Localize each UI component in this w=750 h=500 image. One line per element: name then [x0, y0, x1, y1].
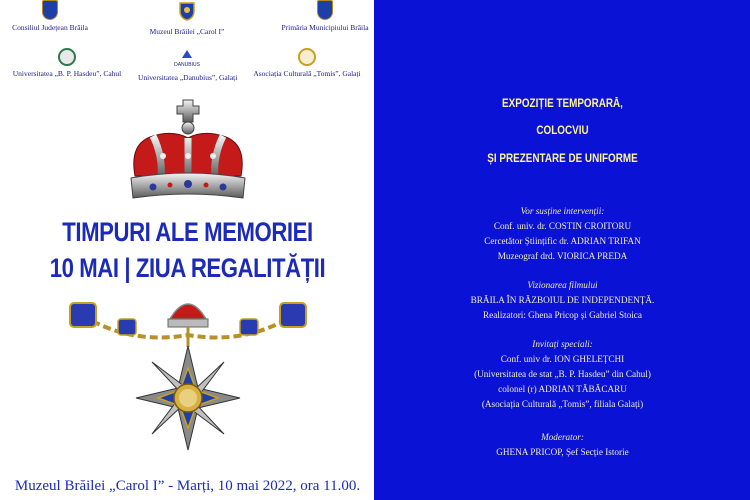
guest-affiliation: (Asociația Culturală „Tomis”, filiala Galați) — [481, 399, 644, 409]
film-label: Vizionarea filmului — [527, 280, 598, 290]
partner-label: Universitatea „Danubius”, Galați — [138, 73, 238, 82]
guests-label: Invitați speciali: — [532, 339, 593, 349]
speaker-item: Muzeograf drd. VIORICA PREDA — [497, 251, 628, 261]
partner-museum — [142, 0, 232, 36]
partner-city-hall — [280, 0, 370, 32]
speaker-item: Cercetător Științific dr. ADRIAN TRIFAN — [484, 236, 641, 246]
partner-county-council — [10, 0, 90, 32]
partner-hasdeu-university — [8, 48, 126, 78]
partner-label: Consiliul Județean Brăila — [12, 23, 88, 32]
svg-text:DANUBIUS: DANUBIUS — [174, 62, 200, 68]
film-directors: Realizatori: Ghena Pricop și Gabriel Stoica — [483, 310, 642, 320]
speaker-item: Conf. univ. dr. COSTIN CROITORU — [493, 221, 632, 231]
poster-title-line1: TIMPURI ALE MEMORIEI — [62, 217, 313, 247]
partner-tomis-association — [248, 48, 366, 78]
shield-icon — [317, 0, 333, 20]
poster-title-line2: 10 MAI | ZIUA REGALITĂȚII — [49, 253, 326, 283]
partner-danubius-university — [138, 48, 236, 82]
shield-icon — [42, 0, 58, 20]
order-star-illustration — [132, 340, 244, 452]
association-seal-icon — [298, 48, 316, 66]
moderator-name: GHENA PRICOP, Șef Secție Istorie — [496, 447, 629, 457]
program-headline-2: COLOCVIU — [536, 125, 589, 137]
speakers-label: Vor susține intervenții: — [520, 206, 605, 216]
partner-label: Muzeul Brăilei „Carol I” — [149, 27, 225, 36]
program-right-panel — [375, 0, 750, 500]
program-headline-1: EXPOZIȚIE TEMPORARĂ, — [502, 98, 623, 110]
program-headline-3: ȘI PREZENTARE DE UNIFORME — [487, 153, 638, 165]
event-location-datetime: Muzeul Brăilei „Carol I” - Marți, 10 mai 2022, ora 11.00. — [14, 478, 361, 494]
film-title: BRĂILA ÎN RĂZBOIUL DE INDEPENDENȚĂ. — [470, 295, 655, 305]
guest-item: colonel (r) ADRIAN TĂBĂCARU — [498, 384, 627, 394]
danubius-logo-icon — [138, 48, 236, 70]
partner-label: Universitatea „B. P. Hasdeu”, Cahul — [12, 69, 122, 78]
partner-label: Primăria Municipiului Brăila — [281, 23, 369, 32]
partner-label: Asociația Culturală „Tomis”, Galați — [253, 69, 361, 78]
guest-item: Conf. univ dr. ION GHELEȚCHI — [500, 354, 625, 364]
moderator-label: Moderator: — [541, 432, 584, 442]
royal-crown-icon — [123, 98, 253, 210]
guest-affiliation: (Universitatea de stat „B. P. Hasdeu” din Cahul) — [474, 369, 651, 379]
coat-of-arms-icon — [142, 0, 232, 24]
university-seal-icon — [58, 48, 76, 66]
